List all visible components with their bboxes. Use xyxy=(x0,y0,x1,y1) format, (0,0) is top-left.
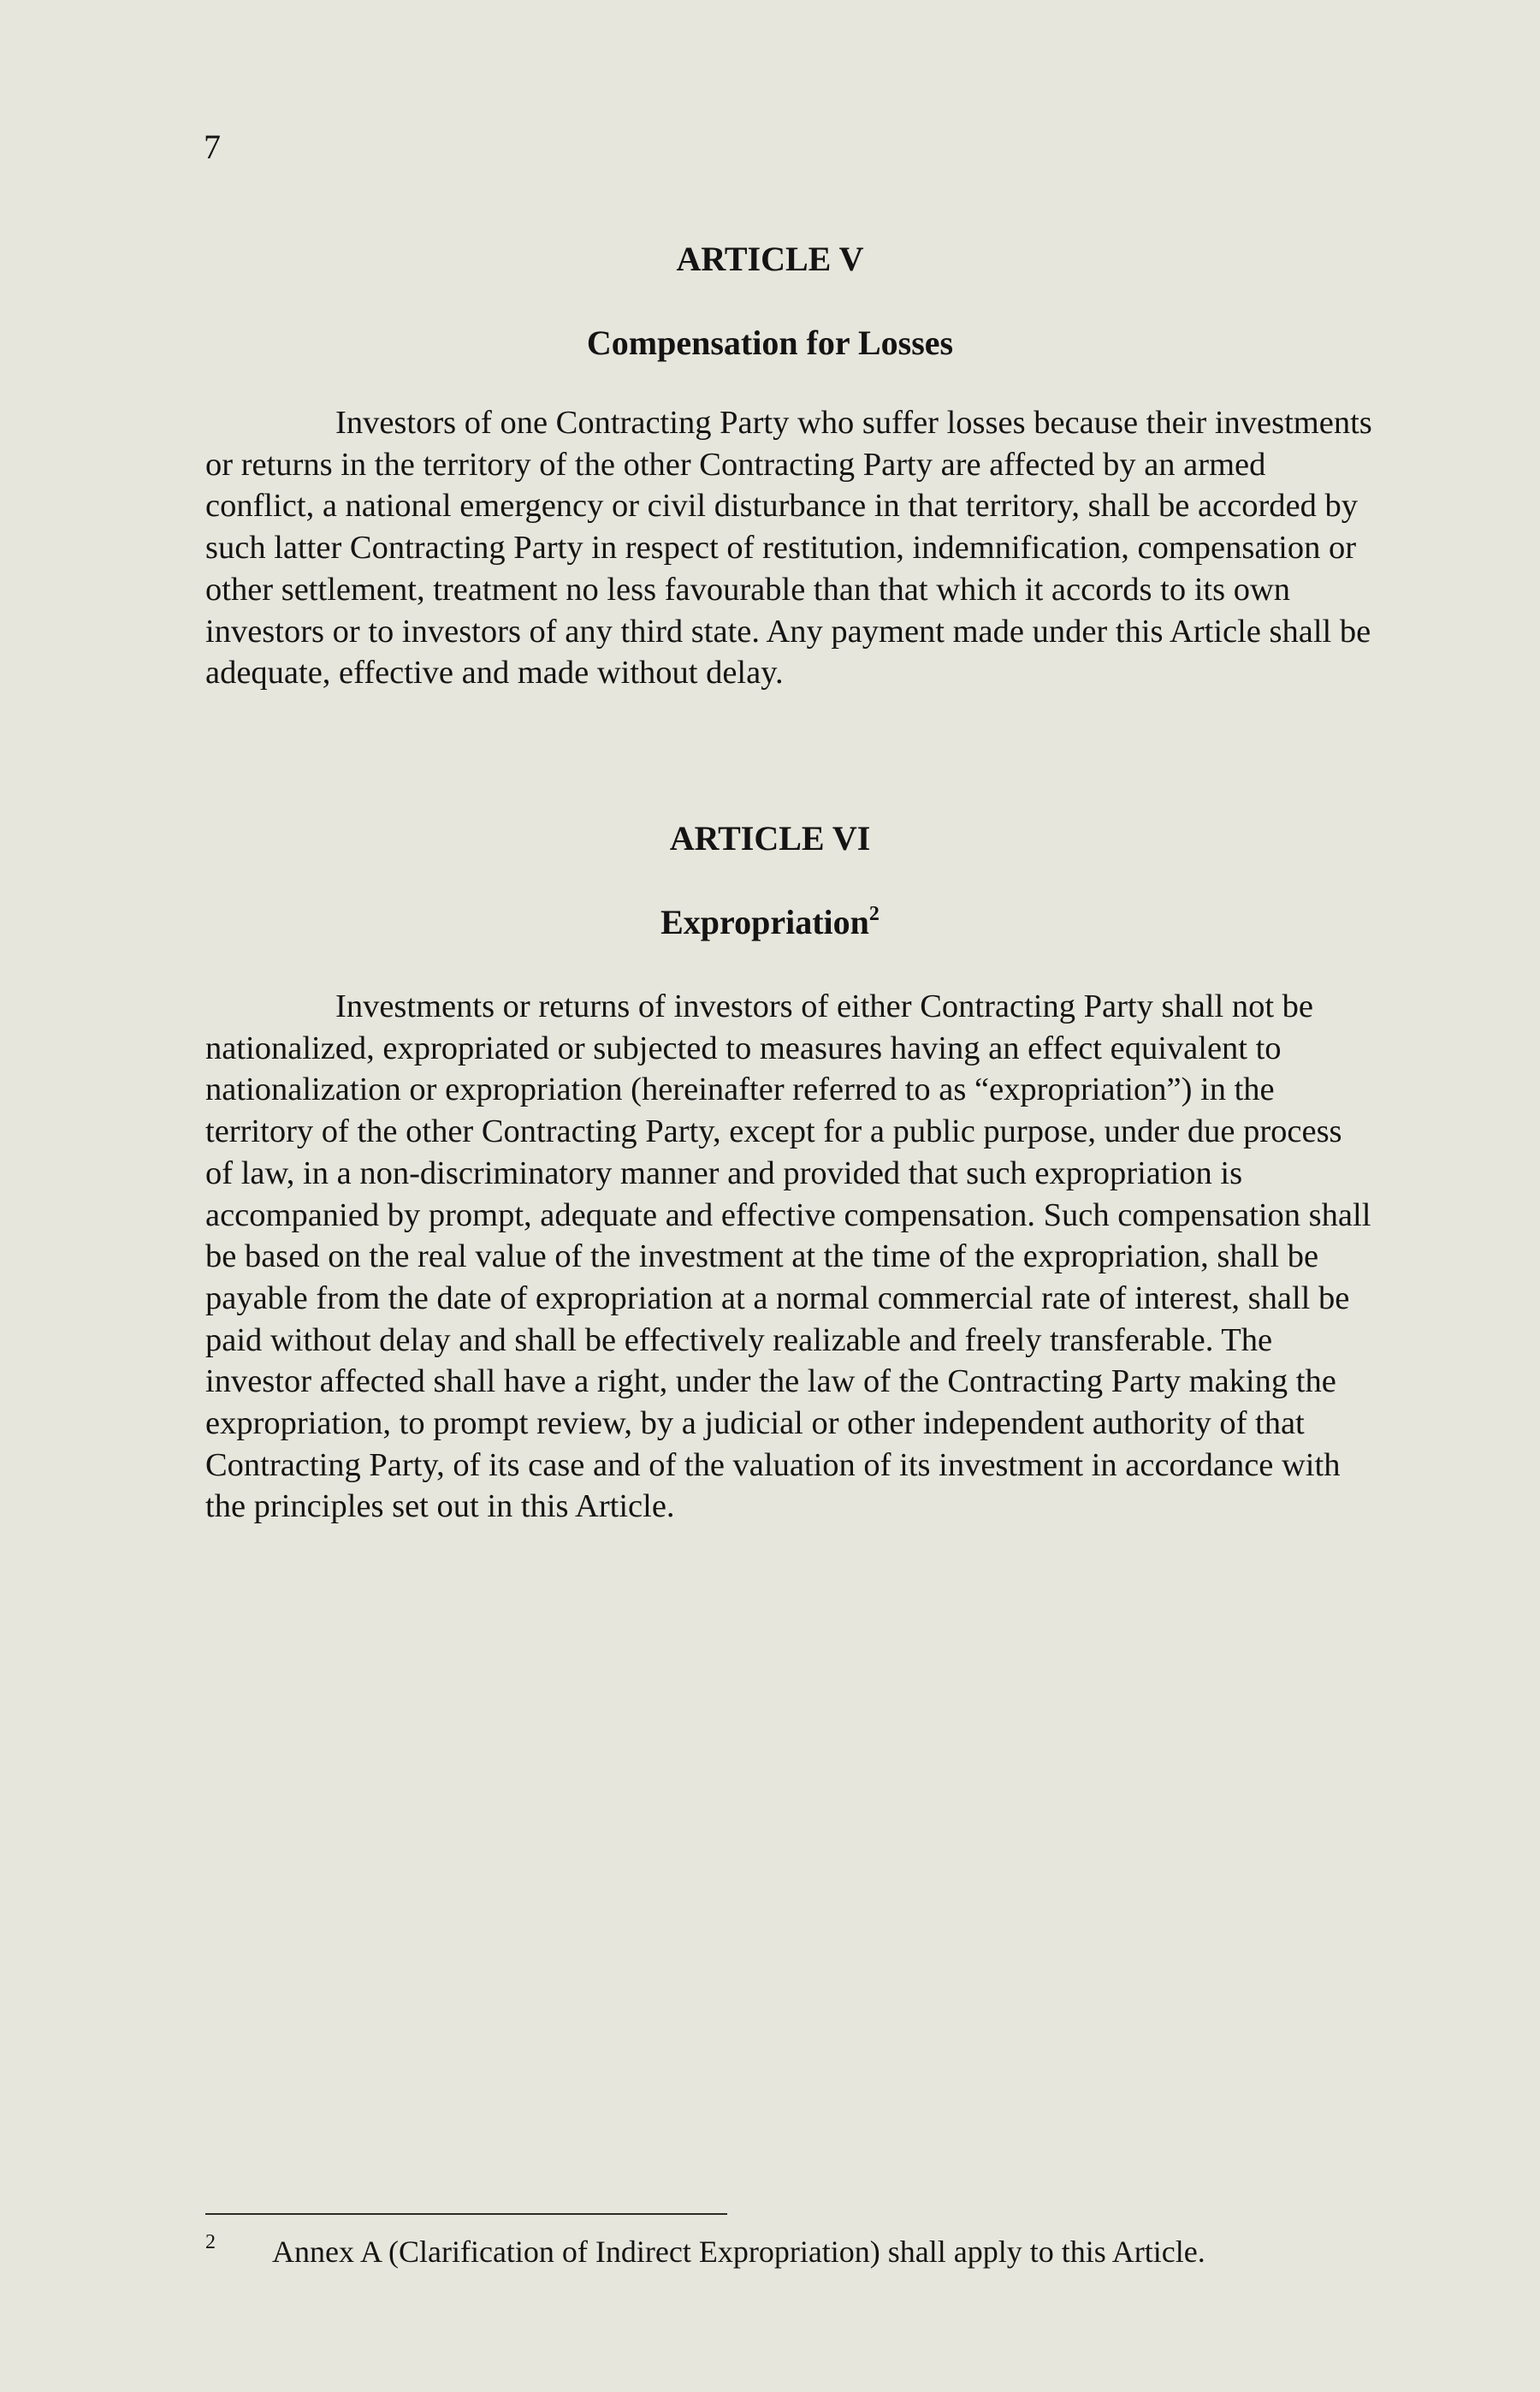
article-vi-paragraph: Investments or returns of investors of either Contracting Party shall not be nationalized, expropriated or subjected to measures having an effect equivalent to nationalization or expropriation (hereinafter referred to as “expropriation”) in the territory of the other Contracting Party, except for a public purpose, under due process of law, in a non-discriminatory manner and provided that such expropriation is accompanied by prompt, adequate and effective compensation. Such compensation shall be based on the real value of the investment at the time of the expropriation, shall be payable from the date of expropriation at a normal commercial rate of interest, shall be paid without delay and shall be effectively realizable and freely transferable. The investor affected shall have a right, under the law of the Contracting Party making the expropriation, to prompt review, by a judicial or other independent authority of that Contracting Party, of its case and of the valuation of its investment in accordance with the principles set out in this Article. xyxy=(205,988,1371,1525)
article-vi-title-text: Expropriation xyxy=(660,903,869,941)
article-v-title: Compensation for Losses xyxy=(586,323,954,362)
article-vi-heading: ARTICLE VI xyxy=(669,819,871,858)
article-v-paragraph: Investors of one Contracting Party who suffer losses because their investments or returns in the territory of the other Contracting Party are affected by an armed conflict, a national emergency or civil disturbance in that territory, shall be accorded by such latter Contracting Party in respect of restitution, indemnification, compensation or other settlement, treatment no less favourable than that which it accords to its own investors or to investors of any third state. Any payment made under this Article shall be adequate, effective and made without delay. xyxy=(205,405,1372,691)
page-number: 7 xyxy=(204,128,221,166)
footnote-divider xyxy=(205,2213,727,2215)
footnote-marker: 2 xyxy=(205,2231,216,2253)
footnote-text: Annex A (Clarification of Indirect Expropriation) shall apply to this Article. xyxy=(272,2235,1205,2269)
footnote-reference: 2 xyxy=(868,903,880,925)
article-vi-title xyxy=(0,905,1540,940)
article-v-heading: ARTICLE V xyxy=(676,240,864,278)
